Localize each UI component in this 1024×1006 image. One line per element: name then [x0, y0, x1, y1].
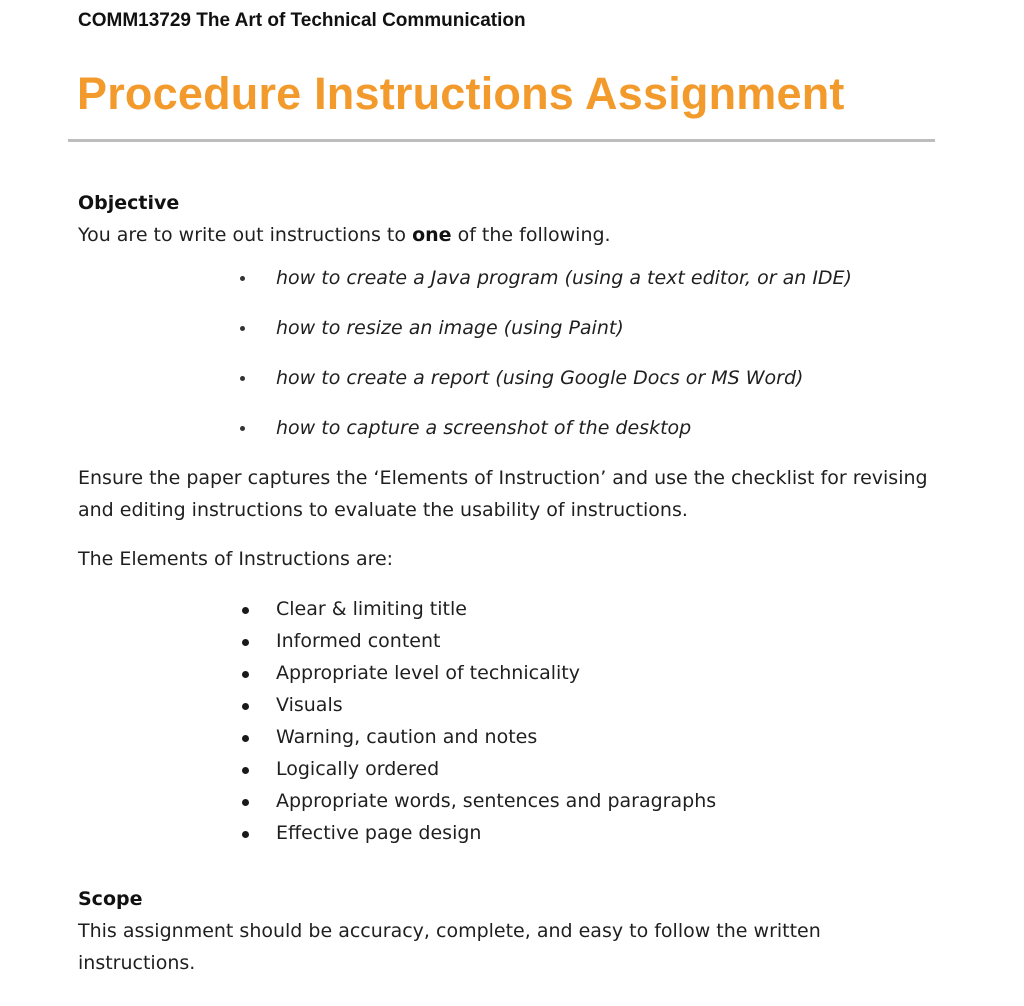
element-text: Appropriate level of technicality — [276, 662, 580, 684]
bullet-icon — [240, 426, 245, 431]
option-text: how to create a report (using Google Docs or MS Word) — [276, 367, 804, 389]
page-title: Procedure Instructions Assignment — [77, 68, 845, 119]
element-text: Appropriate words, sentences and paragraphs — [276, 790, 717, 812]
objective-intro-text-after: of the following. — [451, 224, 611, 246]
bullet-icon — [242, 831, 249, 838]
objective-intro-bold: one — [412, 224, 452, 246]
bullet-icon — [240, 276, 245, 281]
scope-heading: Scope — [78, 888, 143, 910]
option-text: how to create a Java program (using a text editor, or an IDE) — [276, 267, 852, 289]
bullet-icon — [240, 376, 245, 381]
ensure-paragraph: Ensure the paper captures the ‘Elements of Instruction’ and use the checklist for revising and editing instructions to evaluate the usability of instructions. — [78, 467, 928, 521]
element-text: Logically ordered — [276, 758, 440, 780]
element-text: Effective page design — [276, 822, 482, 844]
scope-paragraph: This assignment should be accuracy, complete, and easy to follow the written instructions. — [78, 920, 821, 974]
bullet-icon — [242, 703, 249, 710]
objective-intro — [78, 219, 948, 251]
bullet-icon — [242, 607, 249, 614]
objective-intro-text-before: You are to write out instructions to — [78, 224, 413, 246]
objective-heading: Objective — [78, 192, 180, 214]
course-code-title: COMM13729 The Art of Technical Communication — [78, 10, 526, 31]
option-text: how to capture a screenshot of the desktop — [276, 417, 692, 439]
element-text: Warning, caution and notes — [276, 726, 538, 748]
element-text: Clear & limiting title — [276, 598, 467, 620]
bullet-icon — [242, 799, 249, 806]
element-text: Visuals — [276, 694, 343, 716]
bullet-icon — [242, 735, 249, 742]
title-divider — [68, 139, 935, 142]
bullet-icon — [240, 326, 245, 331]
element-text: Informed content — [276, 630, 441, 652]
elements-intro: The Elements of Instructions are: — [78, 548, 394, 570]
bullet-icon — [242, 671, 249, 678]
bullet-icon — [242, 767, 249, 774]
bullet-icon — [242, 639, 249, 646]
option-text: how to resize an image (using Paint) — [276, 317, 624, 339]
